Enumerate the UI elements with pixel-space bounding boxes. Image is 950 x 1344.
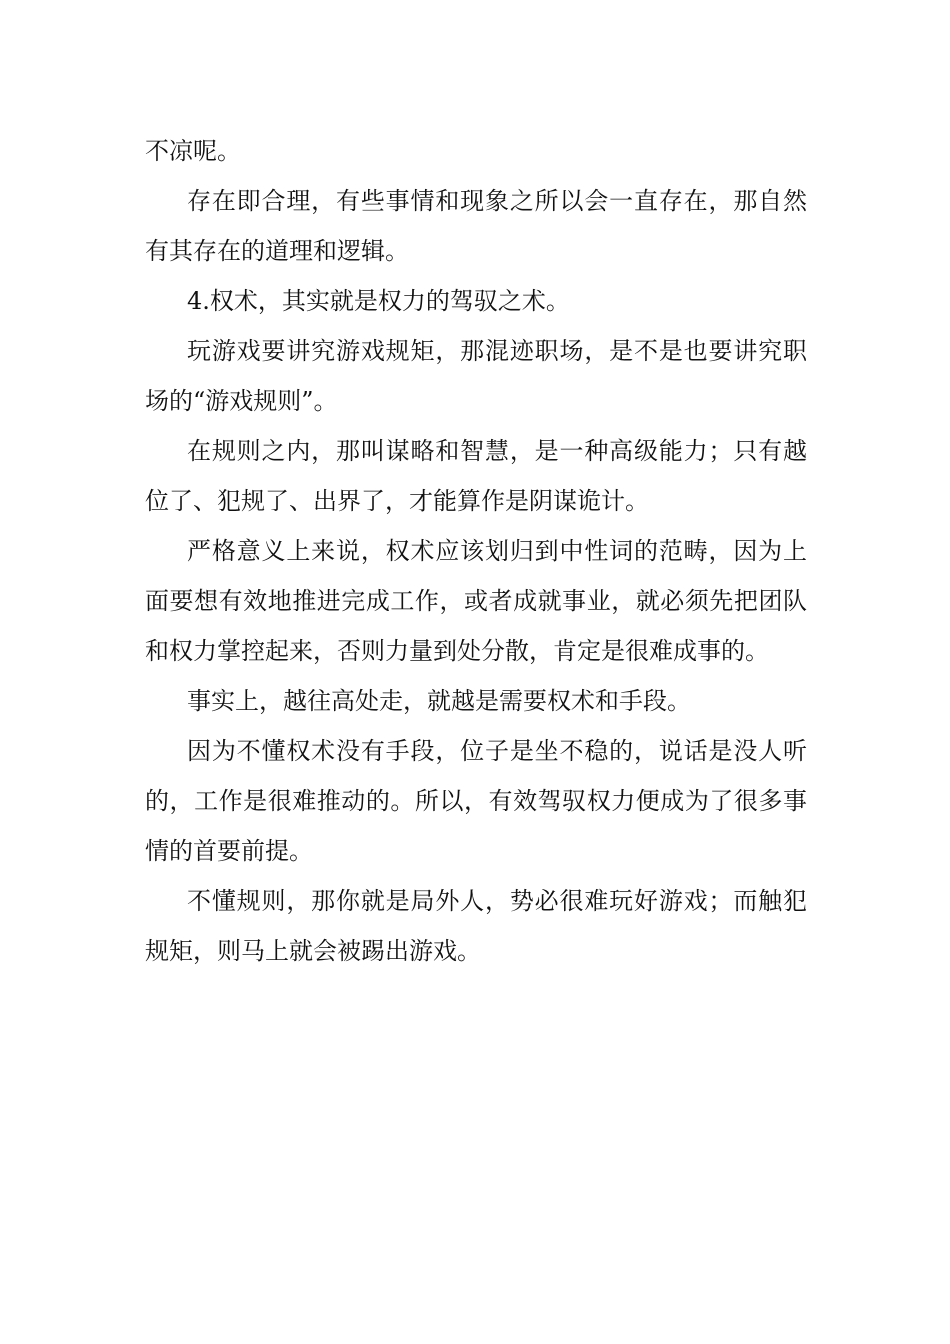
paragraph: 严格意义上来说，权术应该划归到中性词的范畴，因为上面要想有效地推进完成工作，或者成就事业，就必须先把团队和权力掌控起来，否则力量到处分散，肯定是很难成事的。 [145, 537, 807, 665]
document-body [145, 126, 807, 976]
paragraph: 存在即合理，有些事情和现象之所以会一直存在，那自然有其存在的道理和逻辑。 [145, 187, 807, 265]
paragraph: 因为不懂权术没有手段，位子是坐不稳的，说话是没人听的，工作是很难推动的。所以，有效驾驭权力便成为了很多事情的首要前提。 [145, 737, 807, 865]
paragraph: 在规则之内，那叫谋略和智慧，是一种高级能力；只有越位了、犯规了、出界了，才能算作是阴谋诡计。 [145, 437, 807, 515]
paragraph: 不懂规则，那你就是局外人，势必很难玩好游戏；而触犯规矩，则马上就会被踢出游戏。 [145, 887, 807, 965]
paragraph: 事实上，越往高处走，就越是需要权术和手段。 [187, 687, 691, 715]
paragraph: 玩游戏要讲究游戏规矩，那混迹职场，是不是也要讲究职场的“游戏规则”。 [145, 337, 807, 415]
section-heading: 4.权术，其实就是权力的驾驭之术。 [187, 287, 570, 315]
paragraph-continuation: 不凉呢。 [145, 137, 241, 165]
